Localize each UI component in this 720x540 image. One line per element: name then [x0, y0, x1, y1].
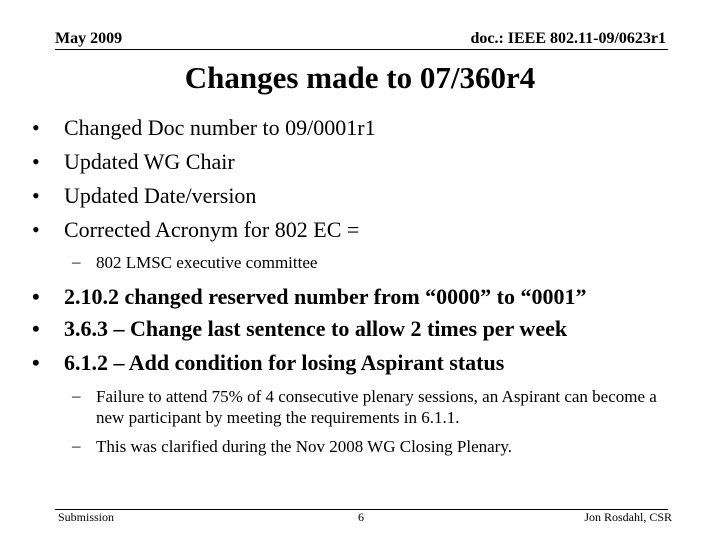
- slide-title: Changes made to 07/360r4: [184, 60, 536, 95]
- bullet-text: Changed Doc number to 09/0001r1: [64, 115, 376, 140]
- bullet-text: Corrected Acronym for 802 EC =: [64, 217, 360, 242]
- footer-author: Jon Rosdahl, CSR: [584, 510, 672, 524]
- bullet-glyph: •: [32, 350, 40, 375]
- dash-glyph: –: [72, 252, 81, 271]
- footer-submission: Submission: [58, 510, 115, 524]
- bullet-glyph: •: [32, 115, 40, 140]
- dash-glyph: –: [72, 386, 81, 405]
- bullet-glyph: •: [32, 316, 40, 341]
- bullet-text: 6.1.2 – Add condition for losing Aspirant status: [64, 350, 505, 375]
- bullet-text: Updated WG Chair: [64, 149, 235, 174]
- bullet-text: 2.10.2 changed reserved number from “0000” to “0001”: [64, 284, 587, 309]
- footer-page-number: 6: [358, 510, 364, 524]
- bullet-text: Updated Date/version: [64, 183, 257, 208]
- bullet-glyph: •: [32, 217, 40, 242]
- header-rule: [55, 49, 668, 50]
- bullet-glyph: •: [32, 183, 40, 208]
- bullet-glyph: •: [32, 284, 40, 309]
- bullet-text: 3.6.3 – Change last sentence to allow 2 times per week: [64, 316, 568, 341]
- header-doc-id: doc.: IEEE 802.11-09/0623r1: [470, 30, 666, 47]
- sub-bullet-text: Failure to attend 75% of 4 consecutive plenary sessions, an Aspirant can become a new participant by meeting the requirements in 6.1.1.: [96, 387, 657, 427]
- sub-bullet-text: 802 LMSC executive committee: [96, 253, 318, 272]
- bullet-glyph: •: [32, 149, 40, 174]
- header-date: May 2009: [55, 30, 123, 47]
- sub-bullet-text: This was clarified during the Nov 2008 WG Closing Plenary.: [96, 437, 512, 456]
- dash-glyph: –: [72, 436, 81, 455]
